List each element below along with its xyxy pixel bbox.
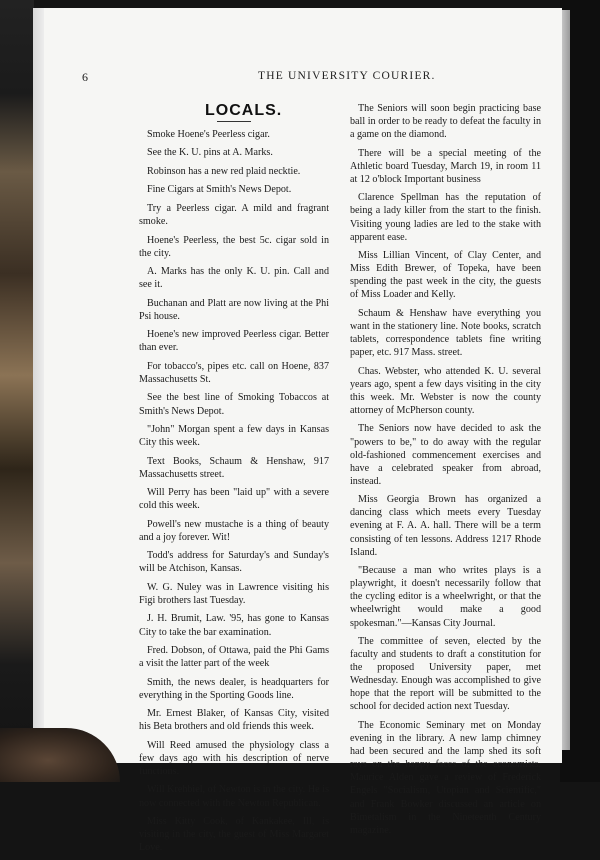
news-item: See the best line of Smoking Tobaccos at Smith's News Depot.: [139, 392, 329, 417]
running-title: THE UNIVERSITY COURIER.: [258, 70, 436, 82]
news-item: The Seniors will soon begin practicing base ball in order to be ready to defeat the faculty in a game on the diamond.: [350, 103, 541, 141]
news-item: Miss Georgia Brown has organized a dancing class which meets every Tuesday evening at F. A. A. hall. There will be a term consisting of ten lessons. Address 1217 Rhode Island.: [350, 494, 541, 558]
section-title: LOCALS.: [205, 102, 283, 119]
news-item: Clarence Spellman has the reputation of being a lady killer from the start to the finish. Visiting young ladies are led to the stake with apparent ease.: [350, 192, 541, 243]
left-column: [139, 128, 329, 860]
news-item: Hoene's Peerless, the best 5c. cigar sold in the city.: [139, 234, 329, 259]
news-item: Fine Cigars at Smith's News Depot.: [147, 184, 292, 196]
news-item: Fred. Dobson, of Ottawa, paid the Phi Gams a visit the latter part of the week: [139, 645, 329, 670]
news-item: Try a Peerless cigar. A mild and fragrant smoke.: [139, 202, 329, 228]
news-item: Chas. Webster, who attended K. U. several years ago, spent a few days visiting in the city this week. Mr. Webster is now the county attorney of McPherson county.: [350, 365, 541, 416]
news-item: Robinson has a new red plaid necktie.: [147, 165, 301, 177]
news-item: Hoene's new improved Peerless cigar. Better than ever.: [139, 329, 329, 354]
news-item: Will Reed amused the physiology class a few days ago with his description of nerve functions.: [139, 739, 329, 777]
news-item: See the K. U. pins at A. Marks.: [147, 147, 273, 159]
news-item: Smith, the news dealer, is headquarters for everything in the Sporting Goods line.: [139, 676, 329, 701]
news-item: Miss Kitty Cook, of Kankakee, Ill, is visiting in the city, the guest of Miss Margaret Love.: [139, 816, 329, 854]
news-item: "John" Morgan spent a few days in Kansas City this week.: [139, 423, 329, 449]
title-rule: [217, 121, 251, 122]
news-item: There will be a special meeting of the Athletic board Tuesday, March 19, in room 11 at 12 o'block Important business: [350, 147, 541, 185]
news-item: The committee of seven, elected by the faculty and students to draft a constitution for the proposed University paper, met Wednesday. Enough was accomplished to give hope that the report will be submitted to the school for decided action next Tuesday.: [350, 635, 541, 713]
news-item: Will Perry has been "laid up" with a severe cold this week.: [139, 487, 329, 512]
news-item: Schaum & Henshaw have everything you want in the stationery line. Note books, scratch tablets, correspondence tablets fine writing paper, etc. 917 Mass. street.: [350, 307, 541, 359]
news-item: The Economic Seminary met on Monday evening in the library. A new lamp chimney had been secured and the lamp shed its soft rays on the happy faces of the economists. Maurice Alden gave a review of Frederick Engels "Socialism, Utopian and Scientific," and Frank Bowker discussed an article on Bimetalism in the Nineteenth Century magazine.: [350, 719, 541, 836]
news-item: "Because a man who writes plays is a playwright, it doesn't necessarily follow that the cycling editor is a wheelwright, or that the wheelwright would make a good spokesman."—Kansas City Journal.: [350, 565, 541, 629]
page-number: 6: [82, 70, 88, 84]
news-item: Will Krehbiel, of Newton is in the city. He is now connected with the Newton Republican.: [139, 784, 329, 809]
marbled-cover: [0, 0, 34, 782]
page-header: [0, 70, 600, 88]
right-column: [350, 102, 541, 842]
news-item: Buchanan and Platt are now living at the Phi Psi house.: [139, 297, 329, 322]
news-item: Miss Lillian Vincent, of Clay Center, and Miss Edith Brewer, of Topeka, have been spending the past week in the city, the guests of Miss Loader and Kelly.: [350, 250, 541, 301]
news-item: Smoke Hoene's Peerless cigar.: [147, 129, 270, 140]
news-item: Text Books, Schaum & Henshaw, 917 Massachusetts street.: [139, 455, 329, 480]
news-item: W. G. Nuley was in Lawrence visiting his Figi brothers last Tuesday.: [139, 581, 329, 606]
news-item: A. Marks has the only K. U. pin. Call and see it.: [139, 266, 329, 291]
news-item: Todd's address for Saturday's and Sunday's will be Atchison, Kansas.: [139, 550, 329, 575]
news-item: Mr. Ernest Blaker, of Kansas City, visited his Beta brothers and old friends this week.: [139, 708, 329, 733]
news-item: The Seniors now have decided to ask the "powers to be," to do away with the regular old-fashioned commencement exercises and have a celebrated speaker from abroad, instead.: [350, 423, 541, 487]
news-item: For tobacco's, pipes etc. call on Hoene, 837 Massachusetts St.: [139, 360, 329, 385]
news-item: J. H. Brumit, Law. '95, has gone to Kansas City to take the bar examination.: [139, 613, 329, 638]
news-item: Powell's new mustache is a thing of beauty and a joy forever. Wit!: [139, 518, 329, 543]
